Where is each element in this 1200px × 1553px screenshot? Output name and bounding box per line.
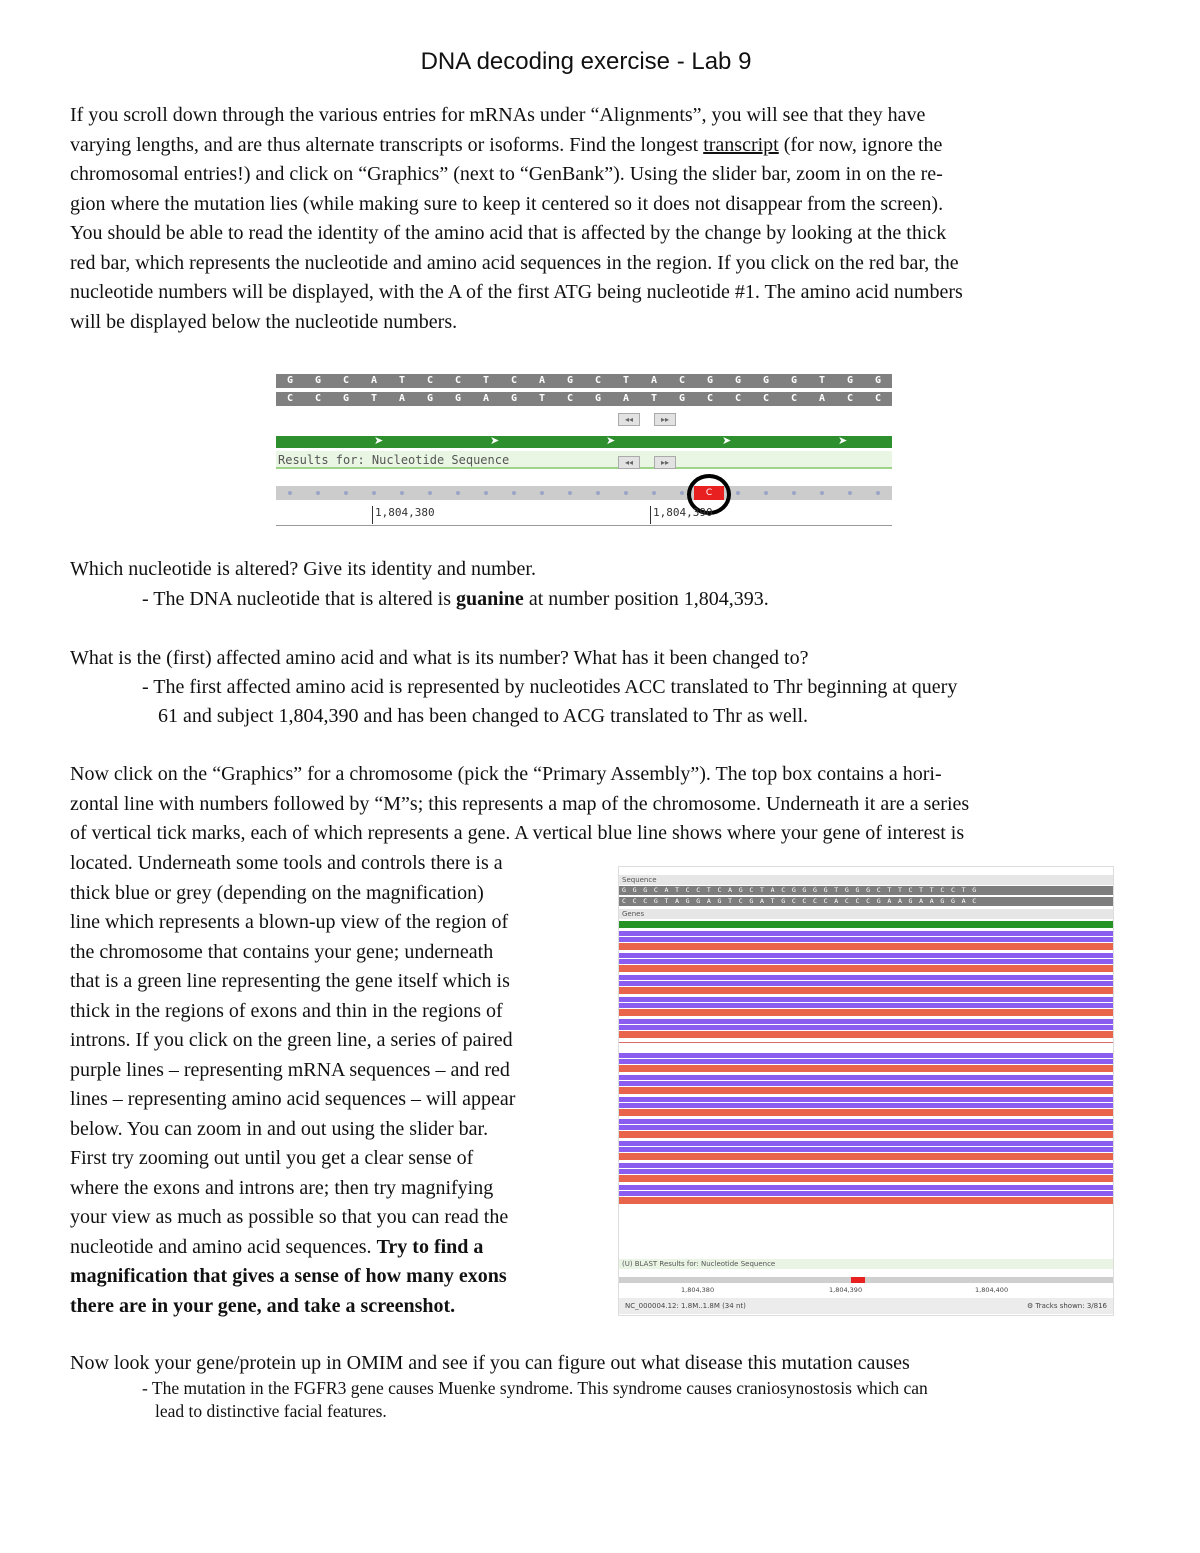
chromosome-paragraph-continued: located. Underneath some tools and controls there is a thick blue or grey (depending on the magnification) line which represents a blown-up view of the region of the chromosome that contains your gene; underneath that is a green line representing the gene itself which is thick in the regions of exons and thin in the regions of introns. If you click on the green line, a series of paired purple lines – representing mRNA sequences – and red lines – representing amino acid sequences – will appear below. You can zoom in and out using the slider bar. First try zooming out until you get a clear sense of where the exons and introns are; then try magnifying your view as much as possible so that you can read the nucleotide and amino acid sequences. Try to find a magnification that gives a sense of how many exons there are in your gene, and take a screenshot. [70, 852, 516, 1317]
protein-track [619, 1065, 1114, 1072]
sequence-viewer-screenshot [276, 358, 892, 528]
alignment-dot [540, 491, 544, 495]
base-letter: C [734, 393, 742, 404]
base-letter: C [790, 393, 798, 404]
arrow-right-icon: ➤ [374, 434, 384, 447]
base-letter: G [594, 393, 602, 404]
protein-track [619, 1197, 1114, 1204]
protein-track [619, 987, 1114, 994]
intro-line: You should be able to read the identity of the amino acid that is affected by the change by looking at the thick [70, 222, 947, 244]
alignment-dot [848, 491, 852, 495]
base-letter: G [678, 393, 686, 404]
mrna-track [619, 959, 1114, 964]
intro-line: nucleotide numbers will be displayed, with the A of the first ATG being nucleotide #1. The amino acid numbers [70, 281, 963, 303]
alignment-dot [596, 491, 600, 495]
base-letter: T [650, 393, 658, 404]
intro-line: chromosomal entries!) and click on “Graphics” (next to “GenBank”). Using the slider bar, zoom in on the re- [70, 163, 943, 185]
alignment-dot [456, 491, 460, 495]
base-letter: G [286, 375, 294, 386]
protein-track [619, 943, 1114, 950]
nav-next-button: ▸▸ [654, 456, 676, 469]
chromosome-line: of vertical tick marks, each of which represents a gene. A vertical blue line shows where your gene of interest is [70, 822, 965, 844]
base-letter: C [678, 375, 686, 386]
question-2: What is the (first) affected amino acid and what is its number? What has it been changed to? [70, 647, 809, 669]
protein-track [619, 1175, 1114, 1182]
base-letter: G [510, 393, 518, 404]
base-letter: G [426, 393, 434, 404]
mrna-track [619, 1147, 1114, 1152]
base-letter: A [398, 393, 406, 404]
base-letter: C [510, 375, 518, 386]
base-letter: T [370, 393, 378, 404]
ruler-label: 1,804,380 [372, 506, 435, 524]
protein-track [619, 1153, 1114, 1160]
base-letter: A [482, 393, 490, 404]
answer-1: - The DNA nucleotide that is altered is guanine at number position 1,804,393. [142, 588, 769, 610]
transcript-tracks [619, 931, 1114, 1207]
chromosome-paragraph [70, 760, 1130, 849]
instruction-bold: there are in your gene, and take a screenshot. [70, 1294, 456, 1317]
gene-track-bar [619, 921, 1114, 928]
base-letter: A [622, 393, 630, 404]
intro-line: varying lengths, and are thus alternate transcripts or isoforms. Find the longest transcript (for now, ignore the [70, 133, 943, 156]
base-letter: G [342, 393, 350, 404]
base-letter: A [538, 375, 546, 386]
base-letter: G [790, 375, 798, 386]
gear-icon: ⚙ [1027, 1302, 1034, 1310]
alignment-dot [876, 491, 880, 495]
base-letter: A [650, 375, 658, 386]
status-bar [619, 1298, 1114, 1314]
genes-track-header: Genes [619, 909, 1114, 919]
answer-omim: - The mutation in the FGFR3 gene causes Muenke syndrome. This syndrome causes craniosynostosis which can lead to distinctive facial features. [142, 1378, 928, 1421]
alignment-dot [484, 491, 488, 495]
answer-2: - The first affected amino acid is represented by nucleotides ACC translated to Thr beginning at query 61 and subject 1,804,390 and has been changed to ACG translated to Thr as well. [142, 676, 958, 727]
mrna-track [619, 1075, 1114, 1080]
sequence-row-top [276, 374, 892, 388]
question-1: Which nucleotide is altered? Give its identity and number. [70, 558, 536, 580]
tracks-count: ⚙ Tracks shown: 3/816 [1027, 1302, 1107, 1310]
mrna-track [619, 937, 1114, 942]
intro-line: gion where the mutation lies (while making sure to keep it centered so it does not disappear from the screen). [70, 192, 944, 215]
question-omim: Now look your gene/protein up in OMIM and see if you can figure out what disease this mutation causes [70, 1352, 910, 1374]
alignment-dot [428, 491, 432, 495]
base-letter: C [594, 375, 602, 386]
base-letter: C [874, 393, 882, 404]
protein-track [619, 1109, 1114, 1116]
alignment-dot [568, 491, 572, 495]
base-letter: G [762, 375, 770, 386]
base-letter: T [818, 375, 826, 386]
intro-line: If you scroll down through the various entries for mRNAs under “Alignments”, you will see that they have [70, 104, 926, 126]
alignment-dot [624, 491, 628, 495]
base-letter: C [286, 393, 294, 404]
page-title: DNA decoding exercise - Lab 9 [420, 48, 752, 75]
location-readout: NC_000004.12: 1.8M..1.8M (34 nt) [625, 1302, 746, 1310]
gene-track-bar [276, 436, 892, 448]
protein-track [619, 1131, 1114, 1138]
alignment-dot-row [276, 486, 892, 500]
arrow-right-icon: ➤ [722, 434, 732, 447]
mrna-track [619, 1141, 1114, 1146]
base-letter: G [314, 375, 322, 386]
base-letter: T [622, 375, 630, 386]
base-letter: T [538, 393, 546, 404]
arrow-right-icon: ➤ [490, 434, 500, 447]
nav-next-button: ▸▸ [654, 413, 676, 426]
base-letter: C [314, 393, 322, 404]
alignment-dot [680, 491, 684, 495]
alignment-dot [400, 491, 404, 495]
protein-track [619, 965, 1114, 972]
blast-track-header: (U) BLAST Results for: Nucleotide Sequence [619, 1259, 1114, 1269]
base-letter: C [454, 375, 462, 386]
alignment-dot [316, 491, 320, 495]
base-letter: C [762, 393, 770, 404]
alignment-dot [764, 491, 768, 495]
intro-line: will be displayed below the nucleotide numbers. [70, 310, 458, 333]
base-letter: T [482, 375, 490, 386]
mrna-track [619, 1097, 1114, 1102]
base-letter: G [706, 375, 714, 386]
base-letter: G [566, 375, 574, 386]
arrow-right-icon: ➤ [606, 434, 616, 447]
mrna-track [619, 1191, 1114, 1196]
mrna-track [619, 1059, 1114, 1064]
mrna-track [619, 997, 1114, 1002]
mrna-track [619, 1169, 1114, 1174]
alignment-dot [288, 491, 292, 495]
mrna-track [619, 1019, 1114, 1024]
base-letter: A [370, 375, 378, 386]
base-letter: T [398, 375, 406, 386]
mrna-track [619, 1003, 1114, 1008]
base-letter: G [454, 393, 462, 404]
position-ruler: 1,804,380 1,804,390 1,804,400 [619, 1285, 1114, 1295]
protein-track [619, 1031, 1114, 1038]
alignment-dot [344, 491, 348, 495]
ruler-label: 1,804,390 [650, 506, 713, 524]
base-letter: G [734, 375, 742, 386]
protein-track [619, 1087, 1114, 1094]
mrna-track [619, 931, 1114, 936]
mrna-track [619, 1025, 1114, 1030]
mrna-track [619, 1185, 1114, 1190]
sequence-row-bottom [276, 392, 892, 406]
mrna-track [619, 1125, 1114, 1130]
sequence-row-bottom: CCCGTAGGAGTCGATGCCCCACCCGAAGAAGGAC [619, 897, 1114, 906]
sequence-row-top: GGGCATCCTCAGCTACGGGGTGGGCTTCTTCCTG [619, 886, 1114, 895]
mrna-track [619, 981, 1114, 986]
base-letter: C [426, 375, 434, 386]
underlined-term: transcript [703, 133, 779, 156]
alignment-dot [652, 491, 656, 495]
gene-graphics-screenshot [618, 866, 1114, 1316]
answer-1-bold: guanine [456, 588, 524, 610]
results-track-label: Results for: Nucleotide Sequence [276, 451, 892, 469]
protein-track [619, 1009, 1114, 1016]
alignment-row [619, 1277, 1114, 1283]
alignment-dot [820, 491, 824, 495]
alignment-dot [372, 491, 376, 495]
chromosome-line: Now click on the “Graphics” for a chromosome (pick the “Primary Assembly”). The top box contains a hori- [70, 763, 942, 785]
intron-line [619, 1042, 1114, 1053]
alignment-dot [792, 491, 796, 495]
mrna-track [619, 1119, 1114, 1124]
base-letter: G [846, 375, 854, 386]
base-letter: C [846, 393, 854, 404]
arrow-right-icon: ➤ [838, 434, 848, 447]
mrna-track [619, 975, 1114, 980]
base-letter: A [818, 393, 826, 404]
mrna-track [619, 1163, 1114, 1168]
sequence-track-header: Sequence [619, 875, 1114, 885]
chromosome-line: zontal line with numbers followed by “M”s; this represents a map of the chromosome. Underneath it are a series [70, 792, 970, 815]
nav-prev-button: ◂◂ [618, 456, 640, 469]
nav-prev-button: ◂◂ [618, 413, 640, 426]
position-ruler [276, 503, 892, 526]
mutation-marker: C [694, 486, 724, 500]
base-letter: C [342, 375, 350, 386]
mrna-track [619, 953, 1114, 958]
mrna-track [619, 1081, 1114, 1086]
instruction-bold: Try to find a [376, 1235, 484, 1258]
base-letter: G [874, 375, 882, 386]
instruction-bold: magnification that gives a sense of how many exons [70, 1265, 507, 1287]
mutation-marker [851, 1277, 865, 1283]
intro-paragraph [70, 101, 1130, 337]
mrna-track [619, 1103, 1114, 1108]
base-letter: C [706, 393, 714, 404]
alignment-dot [512, 491, 516, 495]
intro-line: red bar, which represents the nucleotide and amino acid sequences in the region. If you click on the red bar, the [70, 251, 959, 274]
mrna-track [619, 1053, 1114, 1058]
alignment-dot [736, 491, 740, 495]
base-letter: C [566, 393, 574, 404]
